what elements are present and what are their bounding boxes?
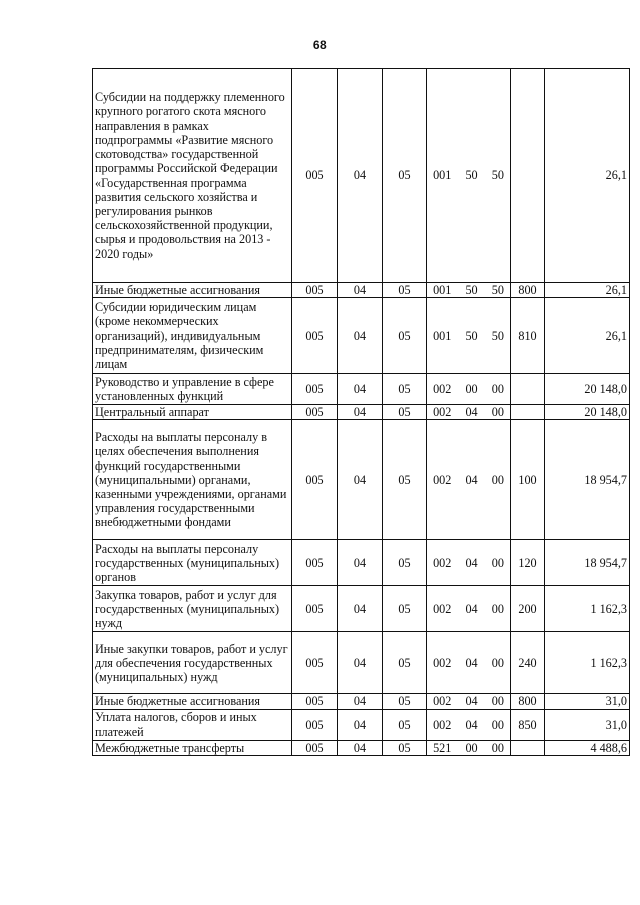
row-csr: 521 00 00: [427, 740, 511, 755]
row-pr: 05: [383, 540, 427, 586]
row-csr: 002 04 00: [427, 632, 511, 694]
row-sum: 31,0: [545, 694, 630, 709]
row-vr: 120: [511, 540, 545, 586]
row-sum: 1 162,3: [545, 632, 630, 694]
table-row: [93, 586, 630, 632]
row-name: Межбюджетные трансферты: [93, 740, 292, 755]
row-pr: 05: [383, 740, 427, 755]
row-rz: 04: [338, 694, 383, 709]
row-vr: 240: [511, 632, 545, 694]
row-name: Руководство и управление в сфере установленных функций: [93, 374, 292, 405]
row-pr: 05: [383, 709, 427, 740]
row-name: Иные бюджетные ассигнования: [93, 694, 292, 709]
row-rz: 04: [338, 586, 383, 632]
row-vr: [511, 69, 545, 283]
row-sum: 20 148,0: [545, 374, 630, 405]
row-sum: 31,0: [545, 709, 630, 740]
table-row: [93, 740, 630, 755]
row-vr: 200: [511, 586, 545, 632]
row-pr: 05: [383, 298, 427, 374]
row-sum: 18 954,7: [545, 420, 630, 540]
row-name: Уплата налогов, сборов и иных платежей: [93, 709, 292, 740]
row-sum: 4 488,6: [545, 740, 630, 755]
budget-table: [92, 68, 630, 756]
page-number: 68: [312, 38, 328, 52]
table-row: [93, 632, 630, 694]
row-vr: 800: [511, 694, 545, 709]
row-csr: 002 04 00: [427, 709, 511, 740]
row-pr: 05: [383, 632, 427, 694]
row-sum: 18 954,7: [545, 540, 630, 586]
row-ved: 005: [292, 540, 338, 586]
row-csr: 002 00 00: [427, 374, 511, 405]
row-pr: 05: [383, 694, 427, 709]
row-pr: 05: [383, 420, 427, 540]
row-ved: 005: [292, 298, 338, 374]
row-ved: 005: [292, 694, 338, 709]
row-rz: 04: [338, 420, 383, 540]
row-name: Расходы на выплаты персоналу государственных (муниципальных) органов: [93, 540, 292, 586]
row-csr: 001 50 50: [427, 69, 511, 283]
row-rz: 04: [338, 709, 383, 740]
table-row: [93, 420, 630, 540]
row-ved: 005: [292, 405, 338, 420]
row-csr: 001 50 50: [427, 298, 511, 374]
row-name: Субсидии на поддержку племенного крупного рогатого скота мясного направления в рамках подпрограммы «Развитие мясного скотоводства» государственной программы Российской Федерации «Государственная программа развития сельского хозяйства и регулирования рынков сельскохозяйственной продукции, сырья и продовольствия на 2013 - 2020 годы»: [93, 69, 292, 283]
row-rz: 04: [338, 540, 383, 586]
row-sum: 20 148,0: [545, 405, 630, 420]
row-ved: 005: [292, 283, 338, 298]
row-rz: 04: [338, 632, 383, 694]
row-rz: 04: [338, 405, 383, 420]
row-pr: 05: [383, 69, 427, 283]
row-csr: 002 04 00: [427, 694, 511, 709]
row-ved: 005: [292, 374, 338, 405]
row-ved: 005: [292, 69, 338, 283]
row-vr: 850: [511, 709, 545, 740]
table-row: [93, 283, 630, 298]
row-rz: 04: [338, 69, 383, 283]
row-name: Иные бюджетные ассигнования: [93, 283, 292, 298]
row-sum: 26,1: [545, 69, 630, 283]
row-sum: 26,1: [545, 298, 630, 374]
row-name: Центральный аппарат: [93, 405, 292, 420]
table-row: [93, 405, 630, 420]
table-row: [93, 694, 630, 709]
table-row: [93, 709, 630, 740]
row-vr: 810: [511, 298, 545, 374]
row-pr: 05: [383, 586, 427, 632]
row-ved: 005: [292, 586, 338, 632]
row-csr: 002 04 00: [427, 405, 511, 420]
row-sum: 1 162,3: [545, 586, 630, 632]
row-ved: 005: [292, 709, 338, 740]
row-pr: 05: [383, 283, 427, 298]
row-rz: 04: [338, 740, 383, 755]
row-csr: 001 50 50: [427, 283, 511, 298]
row-pr: 05: [383, 405, 427, 420]
table-row: [93, 298, 630, 374]
row-rz: 04: [338, 374, 383, 405]
table-row: [93, 374, 630, 405]
table-row: [93, 540, 630, 586]
row-csr: 002 04 00: [427, 586, 511, 632]
row-ved: 005: [292, 632, 338, 694]
row-name: Иные закупки товаров, работ и услуг для обеспечения государственных (муниципальных) нужд: [93, 632, 292, 694]
row-ved: 005: [292, 740, 338, 755]
table-row: [93, 69, 630, 283]
row-sum: 26,1: [545, 283, 630, 298]
row-vr: 800: [511, 283, 545, 298]
row-csr: 002 04 00: [427, 540, 511, 586]
row-csr: 002 04 00: [427, 420, 511, 540]
row-vr: 100: [511, 420, 545, 540]
row-name: Расходы на выплаты персоналу в целях обеспечения выполнения функций государственными (муниципальными) органами, казенными учреждениями, органами управления государственными внебюджетными фондами: [93, 420, 292, 540]
row-name: Закупка товаров, работ и услуг для государственных (муниципальных) нужд: [93, 586, 292, 632]
row-ved: 005: [292, 420, 338, 540]
row-rz: 04: [338, 298, 383, 374]
row-vr: [511, 740, 545, 755]
row-name: Субсидии юридическим лицам (кроме некоммерческих организаций), индивидуальным предпринимателям, физическим лицам: [93, 298, 292, 374]
row-vr: [511, 405, 545, 420]
row-vr: [511, 374, 545, 405]
row-pr: 05: [383, 374, 427, 405]
row-rz: 04: [338, 283, 383, 298]
